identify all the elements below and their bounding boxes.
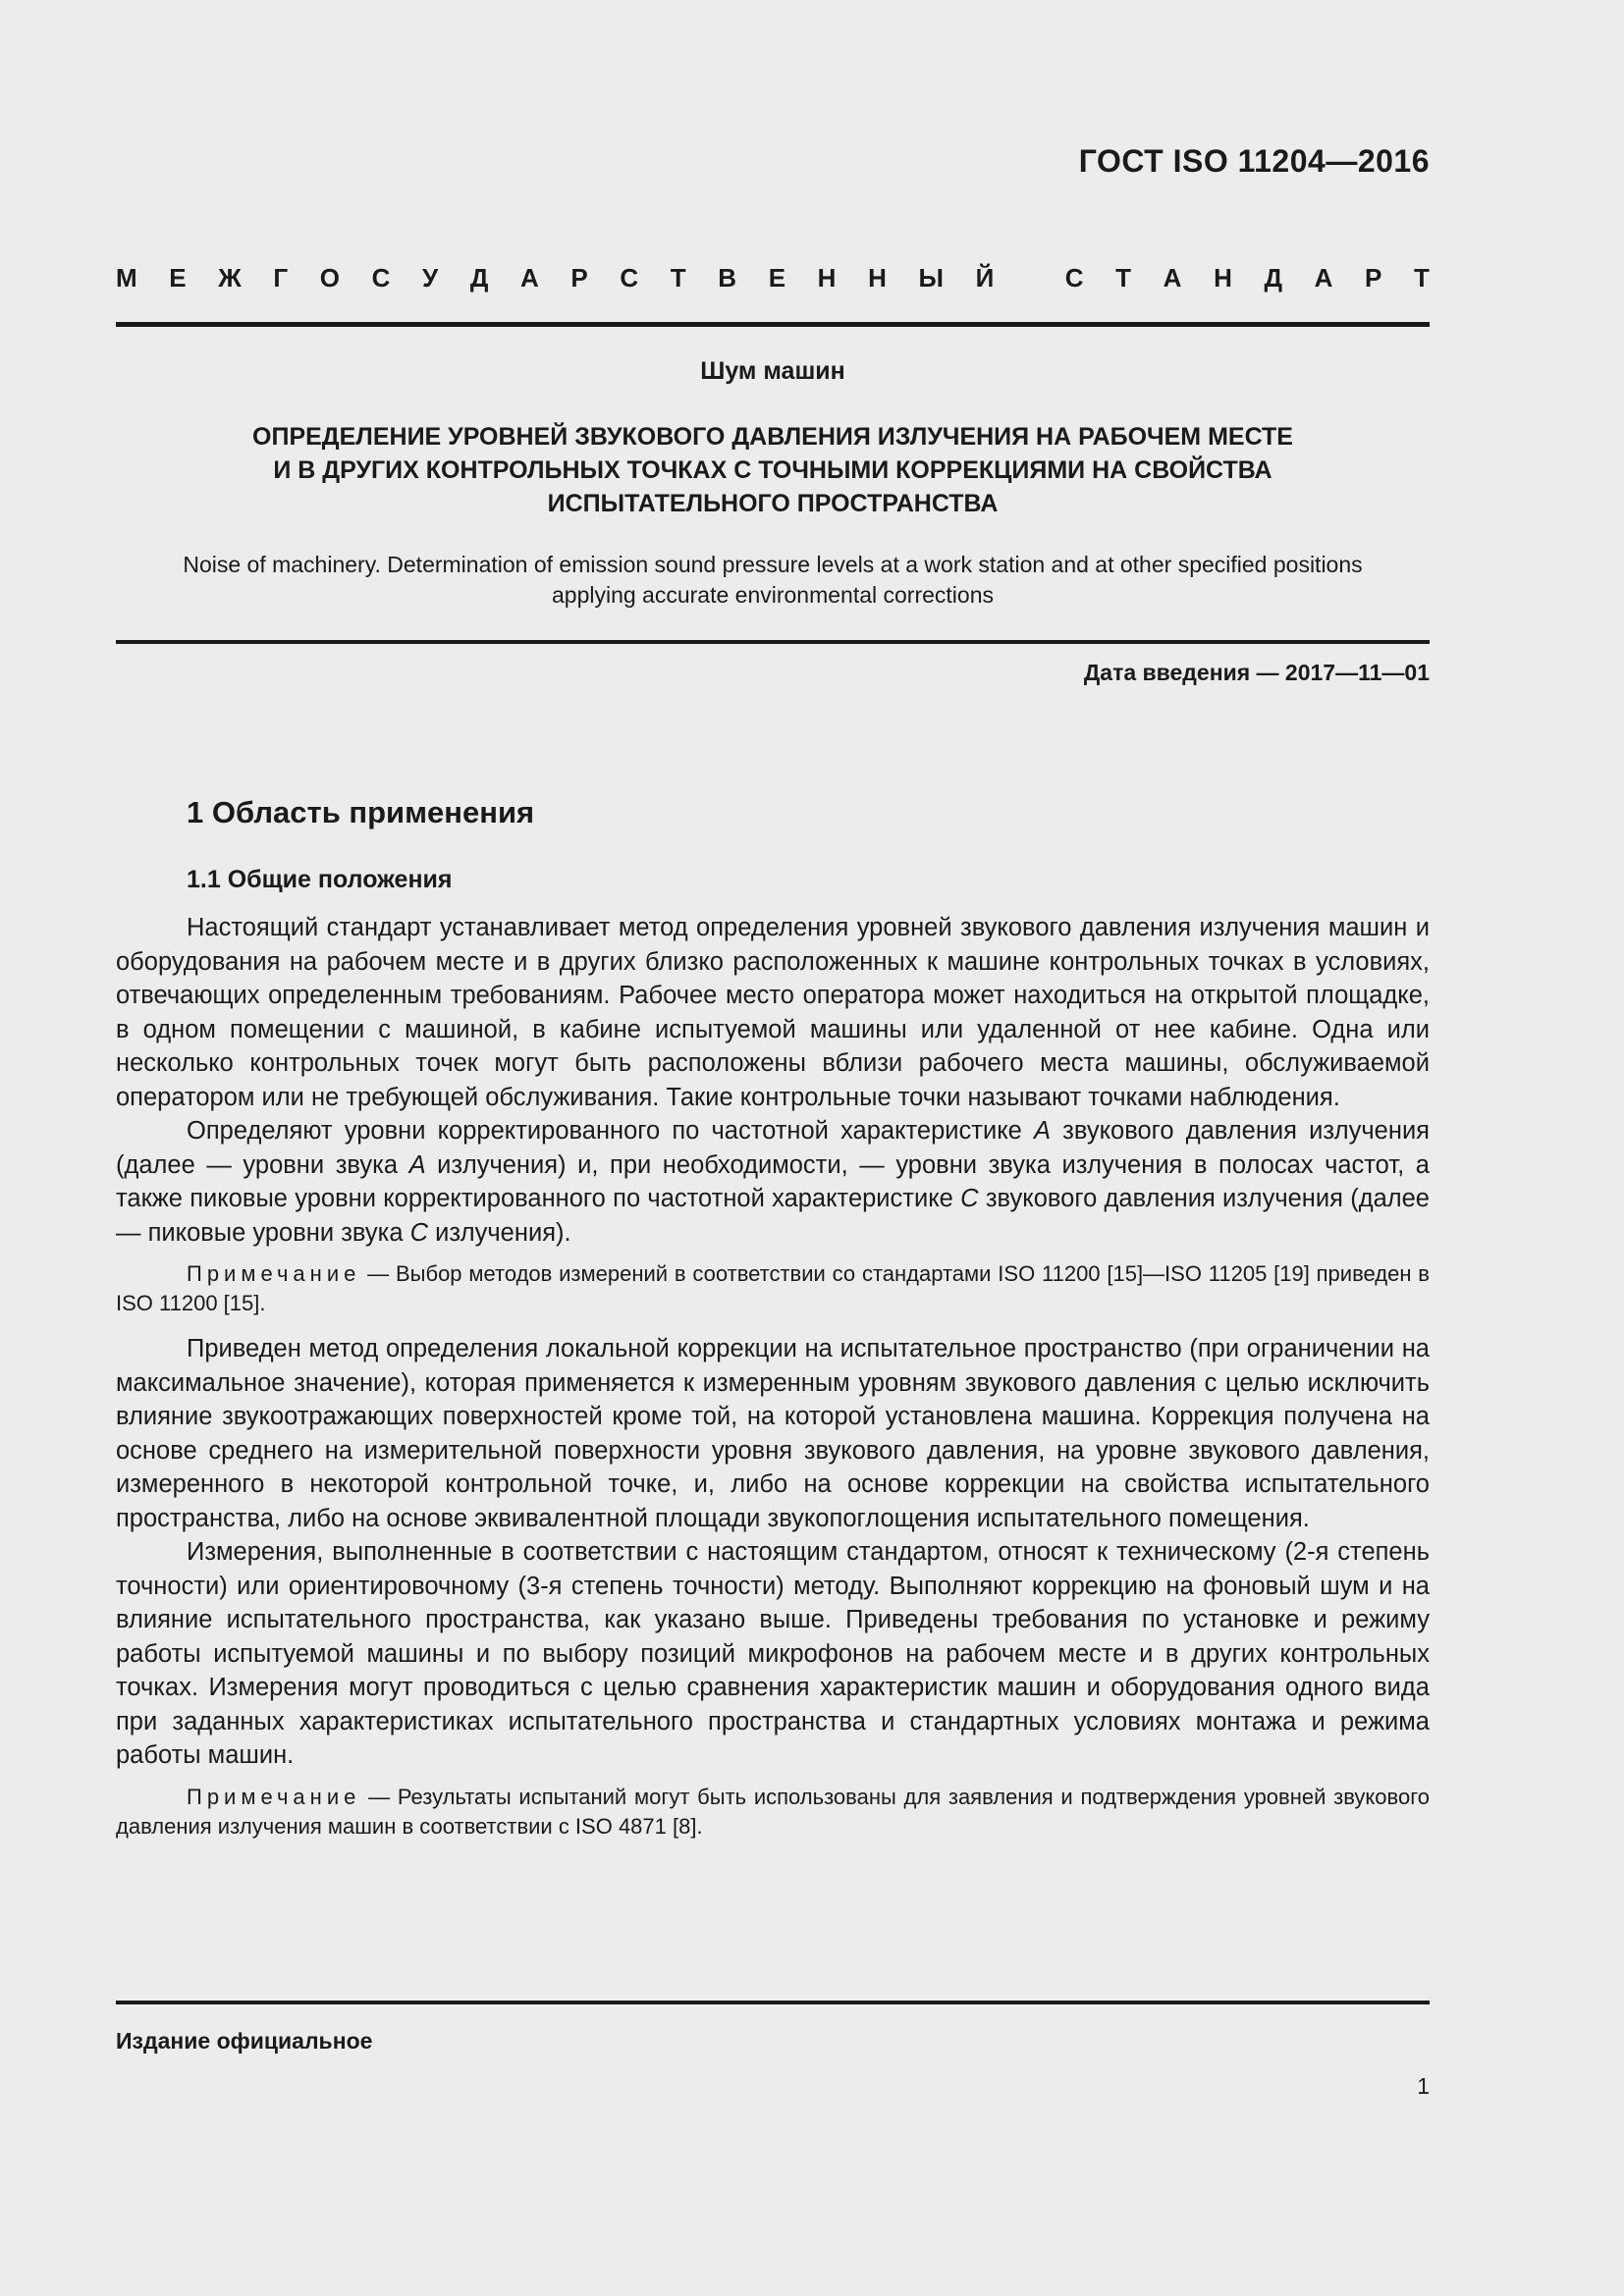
section-heading: 1 Область применения [187,795,535,829]
paragraph-1: Настоящий стандарт устанавливает метод определения уровней звукового давления излучения машин и оборудования на рабочем месте и в других близко расположенных к машине контрольных точках в условиях, отвечающих определенным требованиям. Рабочее место оператора может находиться на открытой площадке, в одном помещении с машиной, в кабине испытуемой машины или удаленной от нее кабине. Одна или несколько контрольных точек могут быть расположены вблизи рабочего места машины, обслуживаемой оператором или не требующей обслуживания. Такие контрольные точки называют точками наблюдения. [116,914,1430,1111]
note-1 [116,1259,1430,1318]
standard-type-letter: У [422,263,439,293]
standard-type-letter: Е [169,263,187,293]
title-ru-main [116,420,1430,520]
paragraph-2-text: звукового давления излучения (далее — уровни звука [116,1117,1430,1179]
standard-type-letter: Н [1214,263,1232,293]
standard-type-letter: Е [768,263,786,293]
standard-type-letter: О [319,263,340,293]
standard-type-letter: Г [273,263,289,293]
paragraph-2-italic: А [1034,1117,1052,1145]
paragraph-2-text: Определяют уровни корректированного по частотной характеристике [187,1117,1034,1145]
footer-divider [116,2001,1430,2004]
paragraph-2-italic: А [408,1150,426,1179]
standard-type-letter: Т [1115,263,1132,293]
page-number: 1 [1417,2073,1430,2099]
standard-type-letter: Ж [218,263,242,293]
title-en-line-2: applying accurate environmental corrections [551,582,995,608]
note-text: — Результаты испытаний могут быть использованы для заявления и подтверждения уровней звукового давления излучения машин в соответствии с ISO 4871 [8]. [116,1784,1430,1839]
standard-type-letter: С [620,263,639,293]
paragraph-2-text: излучения). [428,1218,571,1247]
standard-type-letter: М [116,263,137,293]
standard-type-letter: В [718,263,737,293]
title-en [116,550,1430,611]
paragraph-2-italic: С [409,1218,429,1247]
note-label: Примечание [187,1261,361,1286]
standard-type-letter: Д [469,263,489,293]
standard-type-letter: Н [817,263,837,293]
standard-type-letter: Р [570,263,588,293]
standard-type-letter: Д [1264,263,1283,293]
paragraph-3: Приведен метод определения локальной коррекции на испытательное пространство (при ограничении на максимальное значение), которая применяется к измеренным уровням звукового давления с целью исключить влияние звукоотражающих поверхностей кроме той, на которой установлена машина. Коррекция получена на основе среднего на измерительной поверхности уровня звукового давления, на уровне звукового давления, измеренного в некоторой контрольной точке, и, либо на основе коррекции на свойства испытательного пространства, либо на основе эквивалентной площади звукопоглощения испытательного помещения. [116,1335,1430,1532]
standard-type-letter: Й [975,263,995,293]
standard-type-letter: Т [670,263,686,293]
document-page [116,0,1430,2296]
section-body [116,911,1430,1855]
standard-type-letter: А [1163,263,1182,293]
standard-type-letter: А [520,263,539,293]
title-divider [116,640,1430,644]
title-en-line-1: Noise of machinery. Determination of emission sound pressure levels at a work station and at other specified positions [183,552,1363,577]
title-ru-line-1: ОПРЕДЕЛЕНИЕ УРОВНЕЙ ЗВУКОВОГО ДАВЛЕНИЯ ИЗЛУЧЕНИЯ НА РАБОЧЕМ МЕСТЕ [252,423,1293,451]
standard-type-letter: Т [1414,263,1430,293]
standard-type-letter: Р [1365,263,1382,293]
document-number: ГОСТ ISO 11204—2016 [1078,143,1430,179]
title-ru-line-2: И В ДРУГИХ КОНТРОЛЬНЫХ ТОЧКАХ С ТОЧНЫМИ КОРРЕКЦИЯМИ НА СВОЙСТВА [273,456,1272,484]
note-label: Примечание [187,1784,361,1809]
title-ru-line-3: ИСПЫТАТЕЛЬНОГО ПРОСТРАНСТВА [547,490,999,517]
paragraph-2 [116,1114,1430,1250]
paragraph-2-text: излучения) и, при необходимости, — уровни звука излучения в полосах частот, а также пиковые уровни корректированного по частотной характеристике [116,1150,1430,1212]
subsection-heading: 1.1 Общие положения [187,866,453,893]
introduction-date: Дата введения — 2017—11—01 [1083,660,1430,685]
standard-type-letter: С [371,263,391,293]
standard-type-letter [1026,263,1033,294]
paragraph-4: Измерения, выполненные в соответствии с настоящим стандартом, относят к техническому (2-я степень точности) или ориентировочному (3-я степень точности) методу. Выполняют коррекцию на фоновый шум и на влияние испытательного пространства, как указано выше. Приведены требования по установке и режиму работы испытуемой машины и по выбору позиций микрофонов на рабочем месте и в других контрольных точках. Измерения могут проводиться с целью сравнения характеристик машин и оборудования одного вида при заданных характеристиках испытательного пространства и стандартных условиях монтажа и режима работы машин. [116,1538,1430,1769]
standard-type-letter: Н [868,263,887,293]
edition-label: Издание официальное [116,2028,373,2054]
standard-type-heading [116,263,1430,294]
title-ru-short: Шум машин [700,357,845,385]
standard-type-letter: Ы [918,263,944,293]
standard-type-letter: С [1064,263,1084,293]
note-2 [116,1783,1430,1842]
paragraph-2-text: звукового давления излучения (далее — пиковые уровни звука [116,1185,1430,1247]
paragraph-2-italic: С [960,1185,979,1212]
top-divider [116,322,1430,327]
standard-type-letter: А [1314,263,1333,293]
note-text: — Выбор методов измерений в соответствии со стандартами ISO 11200 [15]—ISO 11205 [19] приведен в ISO 11200 [15]. [116,1261,1430,1315]
